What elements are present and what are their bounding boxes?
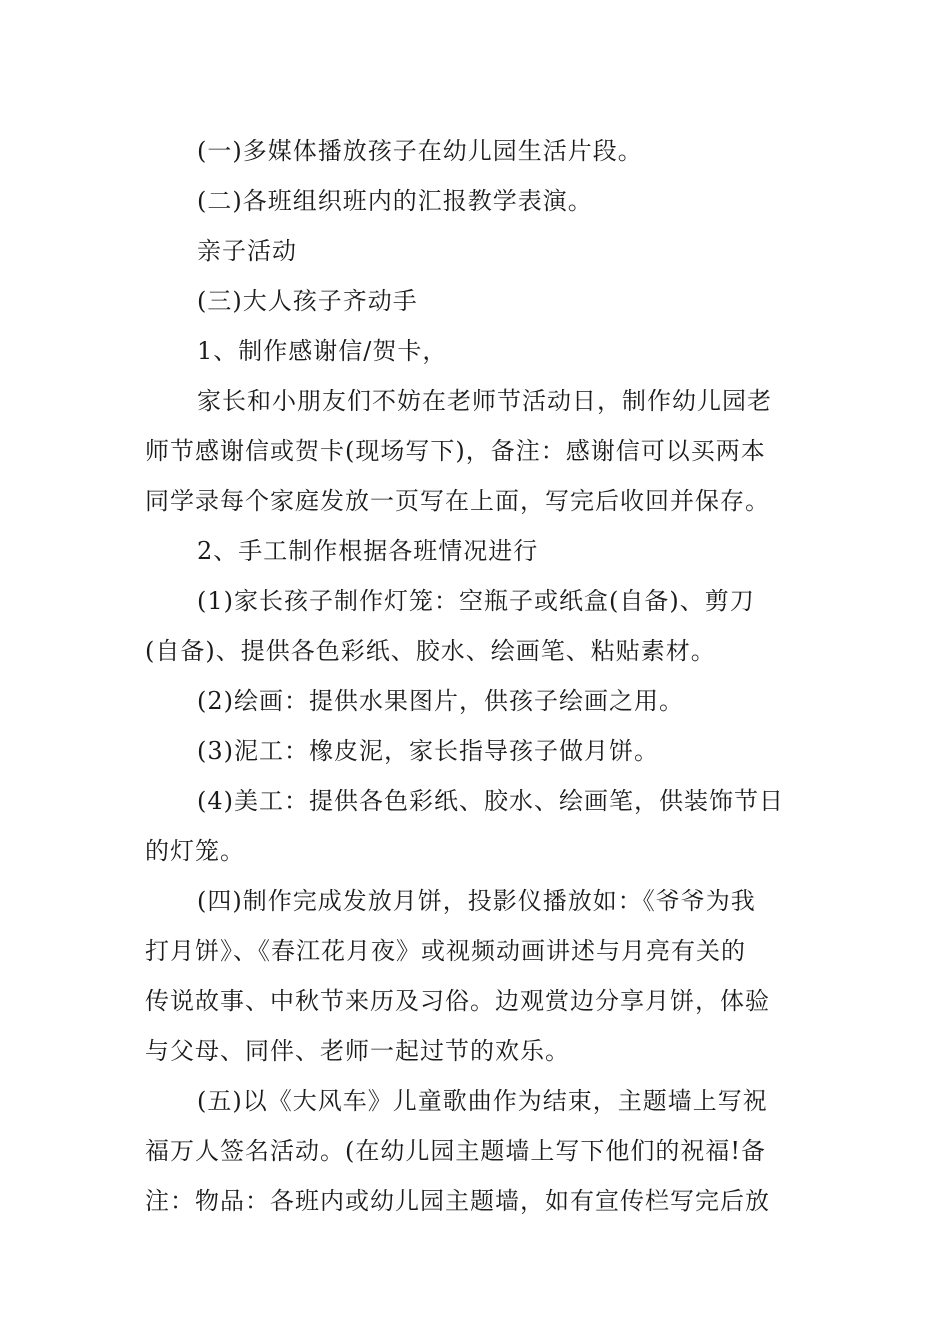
paragraph-lantern [145, 576, 810, 676]
text-line: 同学录每个家庭发放一页写在上面，写完后收回并保存。 [145, 487, 770, 515]
text-line: (4)美工：提供各色彩纸、胶水、绘画笔，供装饰节日 [197, 787, 784, 815]
paragraph-thank-you-card: 1、制作感谢信/贺卡， [197, 337, 448, 365]
text-line: (自备)、提供各色彩纸、胶水、绘画笔、粘贴素材。 [145, 637, 716, 665]
text-line: 注：物品：各班内或幼儿园主题墙，如有宣传栏写完后放 [145, 1187, 770, 1215]
paragraph-handcraft: 2、手工制作根据各班情况进行 [197, 537, 539, 565]
paragraph-ending [145, 1076, 810, 1226]
text-line: 福万人签名活动。(在幼儿园主题墙上写下他们的祝福!备 [145, 1137, 767, 1165]
document-body [145, 126, 810, 1226]
text-line: 打月饼》、《春江花月夜》或视频动画讲述与月亮有关的 [145, 937, 746, 965]
paragraph-multimedia: (一)多媒体播放孩子在幼儿园生活片段。 [197, 137, 643, 165]
paragraph-hands-on: (三)大人孩子齐动手 [197, 287, 418, 315]
heading-parent-child-activity: 亲子活动 [197, 237, 297, 265]
paragraph-card-details [145, 376, 810, 526]
paragraph-art [145, 776, 810, 876]
text-line: 传说故事、中秋节来历及习俗。边观赏边分享月饼，体验 [145, 987, 770, 1015]
text-line: 家长和小朋友们不妨在老师节活动日，制作幼儿园老 [197, 387, 772, 415]
text-line: (四)制作完成发放月饼，投影仪播放如：《爷爷为我 [197, 887, 756, 915]
paragraph-drawing: (2)绘画：提供水果图片，供孩子绘画之用。 [197, 687, 684, 715]
text-line: (1)家长孩子制作灯笼：空瓶子或纸盒(自备)、剪刀 [197, 587, 755, 615]
text-line: 师节感谢信或贺卡(现场写下)，备注：感谢信可以买两本 [145, 437, 766, 465]
text-line: 的灯笼。 [145, 837, 245, 865]
text-line: 与父母、同伴、老师一起过节的欢乐。 [145, 1037, 570, 1065]
paragraph-mooncake [145, 876, 810, 1076]
paragraph-class-performance: (二)各班组织班内的汇报教学表演。 [197, 187, 593, 215]
text-line: (五)以《大风车》儿童歌曲作为结束，主题墙上写祝 [197, 1087, 768, 1115]
paragraph-clay: (3)泥工：橡皮泥，家长指导孩子做月饼。 [197, 737, 659, 765]
